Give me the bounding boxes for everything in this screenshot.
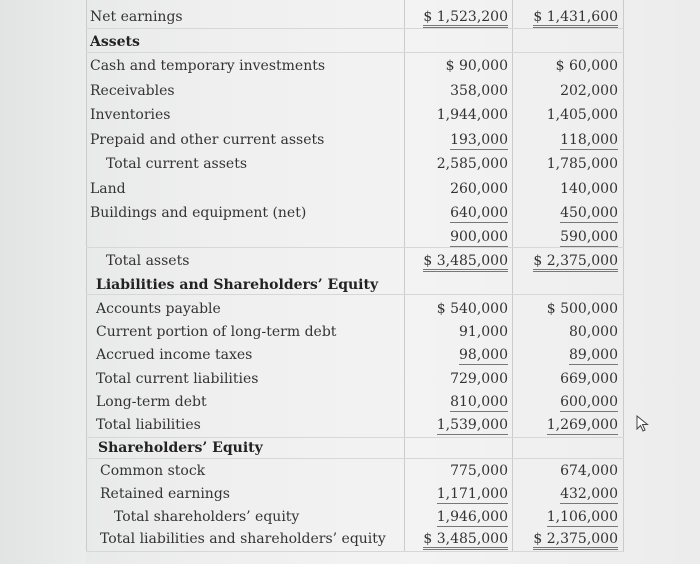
- row-accounts-payable: [86, 297, 624, 321]
- value-current-year: [412, 394, 508, 410]
- row-label: Prepaid and other current assets: [90, 132, 325, 148]
- value-current-year: [412, 205, 508, 221]
- row-common-stock: [86, 459, 624, 483]
- value-text: 600,000: [560, 394, 618, 410]
- row-total-shareholders-equity: [86, 505, 624, 529]
- value-text: $ 2,375,000: [533, 253, 618, 272]
- value-current-year: 775,000: [450, 463, 508, 479]
- row-net-earnings: [86, 5, 624, 29]
- row-label: Current portion of long-term debt: [96, 324, 337, 340]
- row-label: Total shareholders’ equity: [114, 509, 300, 525]
- value-text: 590,000: [560, 229, 618, 245]
- section-heading: Shareholders’ Equity: [98, 440, 263, 456]
- row-cash: [86, 54, 624, 78]
- value-current-year: [412, 486, 508, 502]
- row-label: Total liabilities and shareholders’ equity: [100, 531, 386, 547]
- row-label: Net earnings: [90, 9, 183, 25]
- value-text: 98,000: [459, 347, 508, 363]
- value-prior-year: [518, 229, 618, 245]
- value-prior-year: 202,000: [560, 83, 618, 99]
- balance-sheet-table: [86, 0, 624, 552]
- mouse-pointer-icon: [636, 415, 650, 433]
- value-prior-year: [518, 486, 618, 502]
- row-total-assets: [86, 249, 624, 273]
- value-prior-year: 1,785,000: [546, 156, 618, 172]
- row-prepaid: [86, 128, 624, 152]
- value-prior-year: [518, 531, 618, 547]
- row-label: Total current assets: [106, 156, 248, 172]
- row-label: Receivables: [90, 83, 175, 99]
- value-text: 1,171,000: [436, 486, 508, 502]
- row-retained-earnings: [86, 482, 624, 506]
- row-label: Accounts payable: [96, 301, 221, 317]
- row-total-liabilities-equity: [86, 527, 624, 551]
- value-current-year: [412, 132, 508, 148]
- value-current-year: 260,000: [450, 181, 508, 197]
- value-prior-year: [518, 347, 618, 363]
- row-land: [86, 177, 624, 201]
- value-text: 193,000: [450, 132, 508, 148]
- value-prior-year: $ 500,000: [546, 301, 618, 317]
- value-text: 89,000: [569, 347, 618, 363]
- row-label: Total current liabilities: [96, 371, 259, 387]
- value-text: $ 2,375,000: [533, 531, 618, 550]
- value-text: 1,946,000: [436, 509, 508, 525]
- value-prior-year: $ 60,000: [555, 58, 618, 74]
- value-text: $ 1,431,600: [533, 9, 618, 28]
- row-current-portion-ltd: [86, 320, 624, 344]
- section-heading: Assets: [90, 34, 140, 50]
- row-label: Accrued income taxes: [96, 347, 253, 363]
- value-prior-year: 140,000: [560, 181, 618, 197]
- value-current-year: [412, 531, 508, 547]
- row-accrued-taxes: [86, 343, 624, 367]
- row-label: Total liabilities: [96, 417, 201, 433]
- section-shareholders-equity: [86, 436, 624, 460]
- row-total-current-assets: [86, 152, 624, 176]
- value-text: 1,539,000: [436, 417, 508, 433]
- value-prior-year: [518, 253, 618, 269]
- value-prior-year: 80,000: [569, 324, 618, 340]
- row-label: Cash and temporary investments: [90, 58, 326, 74]
- value-prior-year: [518, 394, 618, 410]
- value-current-year: 1,944,000: [436, 107, 508, 123]
- row-receivables: [86, 79, 624, 103]
- value-prior-year: 1,405,000: [546, 107, 618, 123]
- row-long-term-debt: [86, 390, 624, 414]
- value-current-year: [412, 417, 508, 433]
- section-heading: Liabilities and Shareholders’ Equity: [96, 277, 379, 293]
- section-assets: [86, 30, 624, 54]
- value-current-year: 2,585,000: [436, 156, 508, 172]
- value-current-year: [412, 347, 508, 363]
- row-inventories: [86, 103, 624, 127]
- row-buildings: [86, 201, 624, 225]
- value-current-year: [412, 253, 508, 269]
- value-prior-year: [518, 132, 618, 148]
- row-label: Total assets: [106, 253, 190, 269]
- value-prior-year: [518, 9, 618, 25]
- value-current-year: 358,000: [450, 83, 508, 99]
- value-current-year: $ 90,000: [445, 58, 508, 74]
- value-text: 432,000: [560, 486, 618, 502]
- value-text: 118,000: [560, 132, 618, 148]
- value-text: 450,000: [560, 205, 618, 221]
- row-total-liabilities: [86, 413, 624, 437]
- row-subtotal-noncurrent: [86, 225, 624, 249]
- row-total-current-liabilities: [86, 367, 624, 391]
- value-current-year: [412, 9, 508, 25]
- row-label: Long-term debt: [96, 394, 207, 410]
- value-text: $ 3,485,000: [423, 253, 508, 272]
- row-label: Retained earnings: [100, 486, 230, 502]
- value-prior-year: [518, 205, 618, 221]
- value-prior-year: 674,000: [560, 463, 618, 479]
- value-current-year: [412, 229, 508, 245]
- value-text: 900,000: [450, 229, 508, 245]
- row-label: Common stock: [100, 463, 206, 479]
- row-label: Inventories: [90, 107, 171, 123]
- section-liabilities-equity: [86, 273, 624, 297]
- value-text: 1,269,000: [546, 417, 618, 433]
- value-prior-year: [518, 509, 618, 525]
- value-text: $ 3,485,000: [423, 531, 508, 550]
- left-margin: [0, 0, 86, 564]
- value-current-year: 91,000: [459, 324, 508, 340]
- value-current-year: 729,000: [450, 371, 508, 387]
- value-text: $ 1,523,200: [423, 9, 508, 28]
- value-prior-year: [518, 417, 618, 433]
- value-text: 1,106,000: [546, 509, 618, 525]
- row-label: Land: [90, 181, 126, 197]
- value-prior-year: 669,000: [560, 371, 618, 387]
- value-current-year: [412, 509, 508, 525]
- row-divider: [86, 551, 624, 552]
- value-text: 810,000: [450, 394, 508, 410]
- row-label: Buildings and equipment (net): [90, 205, 307, 221]
- value-current-year: $ 540,000: [436, 301, 508, 317]
- value-text: 640,000: [450, 205, 508, 221]
